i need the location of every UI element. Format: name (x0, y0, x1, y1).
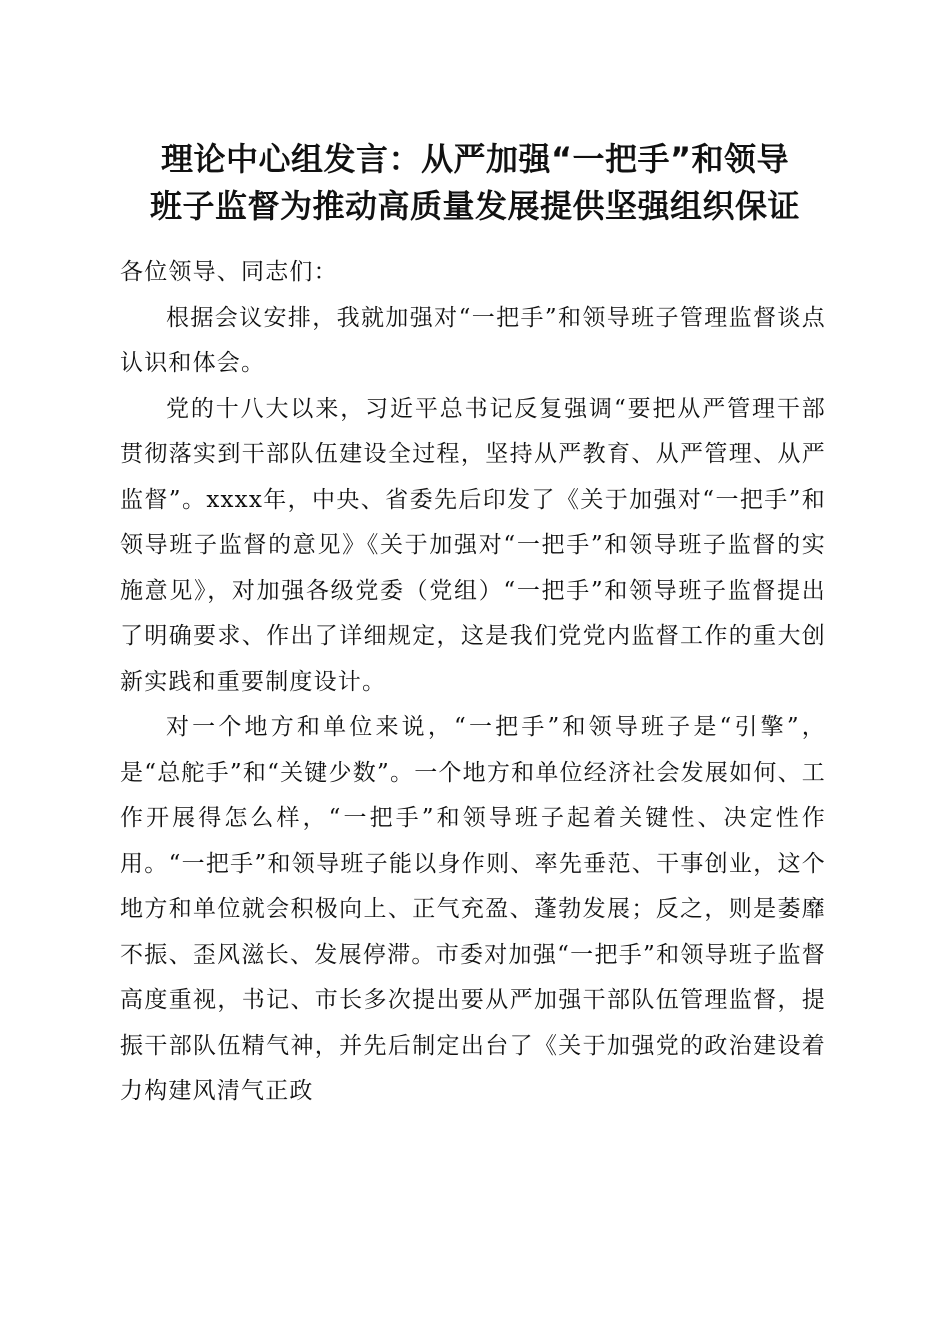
document-title (110, 136, 840, 230)
document-body (120, 250, 826, 1115)
title-line-1: 理论中心组发言：从严加强“一把手”和领导 (160, 140, 790, 178)
paragraph-party-congress: 党的十八大以来，习近平总书记反复强调“要把从严管理干部贯彻落实到干部队伍建设全过程，坚持从严教育、从严管理、从严监督”。xxxx年，中央、省委先后印发了《关于加强对“一把手”和领导班子监督的意见》《关于加强对“一把手”和领导班子监督的实施意见》，对加强各级党委（党组）“一把手”和领导班子监督提出了明确要求、作出了详细规定，这是我们党党内监督工作的重大创新实践和重要制度设计。 (120, 395, 826, 695)
title-line-2: 班子监督为推动高质量发展提供坚强组织保证 (149, 187, 800, 225)
salutation: 各位领导、同志们： (120, 259, 338, 285)
paragraph-meeting-arrangement: 根据会议安排，我就加强对“一把手”和领导班子管理监督谈点认识和体会。 (120, 304, 826, 376)
paragraph-leadership-role: 对一个地方和单位来说，“一把手”和领导班子是“引擎”，是“总舵手”和“关键少数”。一个地方和单位经济社会发展如何、工作开展得怎么样，“一把手”和领导班子起着关键性、决定性作用。“一把手”和领导班子能以身作则、率先垂范、干事创业，这个地方和单位就会积极向上、正气充盈、蓬勃发展；反之，则是萎靡不振、歪风滋长、发展停滞。市委对加强“一把手”和领导班子监督高度重视，书记、市长多次提出要从严加强干部队伍管理监督，提振干部队伍精气神，并先后制定出台了《关于加强党的政治建设着力构建风清气正政 (120, 714, 826, 1104)
